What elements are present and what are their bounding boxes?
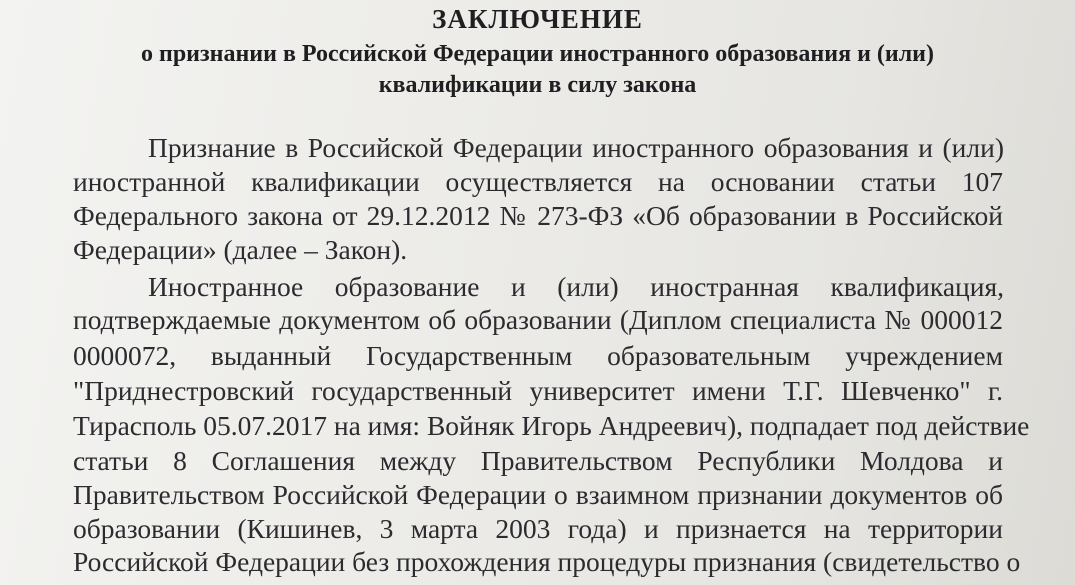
document-subtitle-line-1: о признании в Российской Федерации иностранного образования и (или)	[141, 41, 934, 67]
paragraph-line: иностранной квалификации осуществляется на основании статьи 107	[73, 166, 1003, 197]
paragraph-line: Иностранное образование и (или) иностранная квалификация,	[148, 271, 1004, 302]
paragraph-line: Тирасполь 05.07.2017 на имя: Войняк Игорь Андреевич), подпадает под действие	[73, 410, 1030, 441]
paragraph-line: Признание в Российской Федерации иностранного образования и (или)	[148, 132, 1004, 163]
paragraph-line: Федерального закона от 29.12.2012 № 273-ФЗ «Об образовании в Российской	[73, 200, 1003, 231]
paragraph-line: образовании (Кишинев, 3 марта 2003 года) и признается на территории	[73, 513, 1003, 544]
paragraph-line: 0000072, выданный Государственным образовательным учреждением	[73, 340, 1003, 371]
paragraph-line: Правительством Российской Федерации о взаимном признании документов об	[73, 479, 1003, 510]
paragraph-line: статьи 8 Соглашения между Правительством Республики Молдова и	[73, 445, 1003, 476]
document-title: ЗАКЛЮЧЕНИЕ	[432, 4, 643, 34]
paragraph-line: подтверждаемые документом об образовании (Диплом специалиста № 000012	[73, 304, 1003, 335]
document-subtitle-line-2: квалификации в силу закона	[378, 72, 697, 98]
paragraph-line: Федерации» (далее – Закон).	[73, 234, 408, 265]
paragraph-line: "Приднестровский государственный университет имени Т.Г. Шевченко" г.	[73, 375, 1003, 406]
paragraph-line: Российской Федерации без прохождения процедуры признания (свидетельство о	[73, 546, 1021, 577]
